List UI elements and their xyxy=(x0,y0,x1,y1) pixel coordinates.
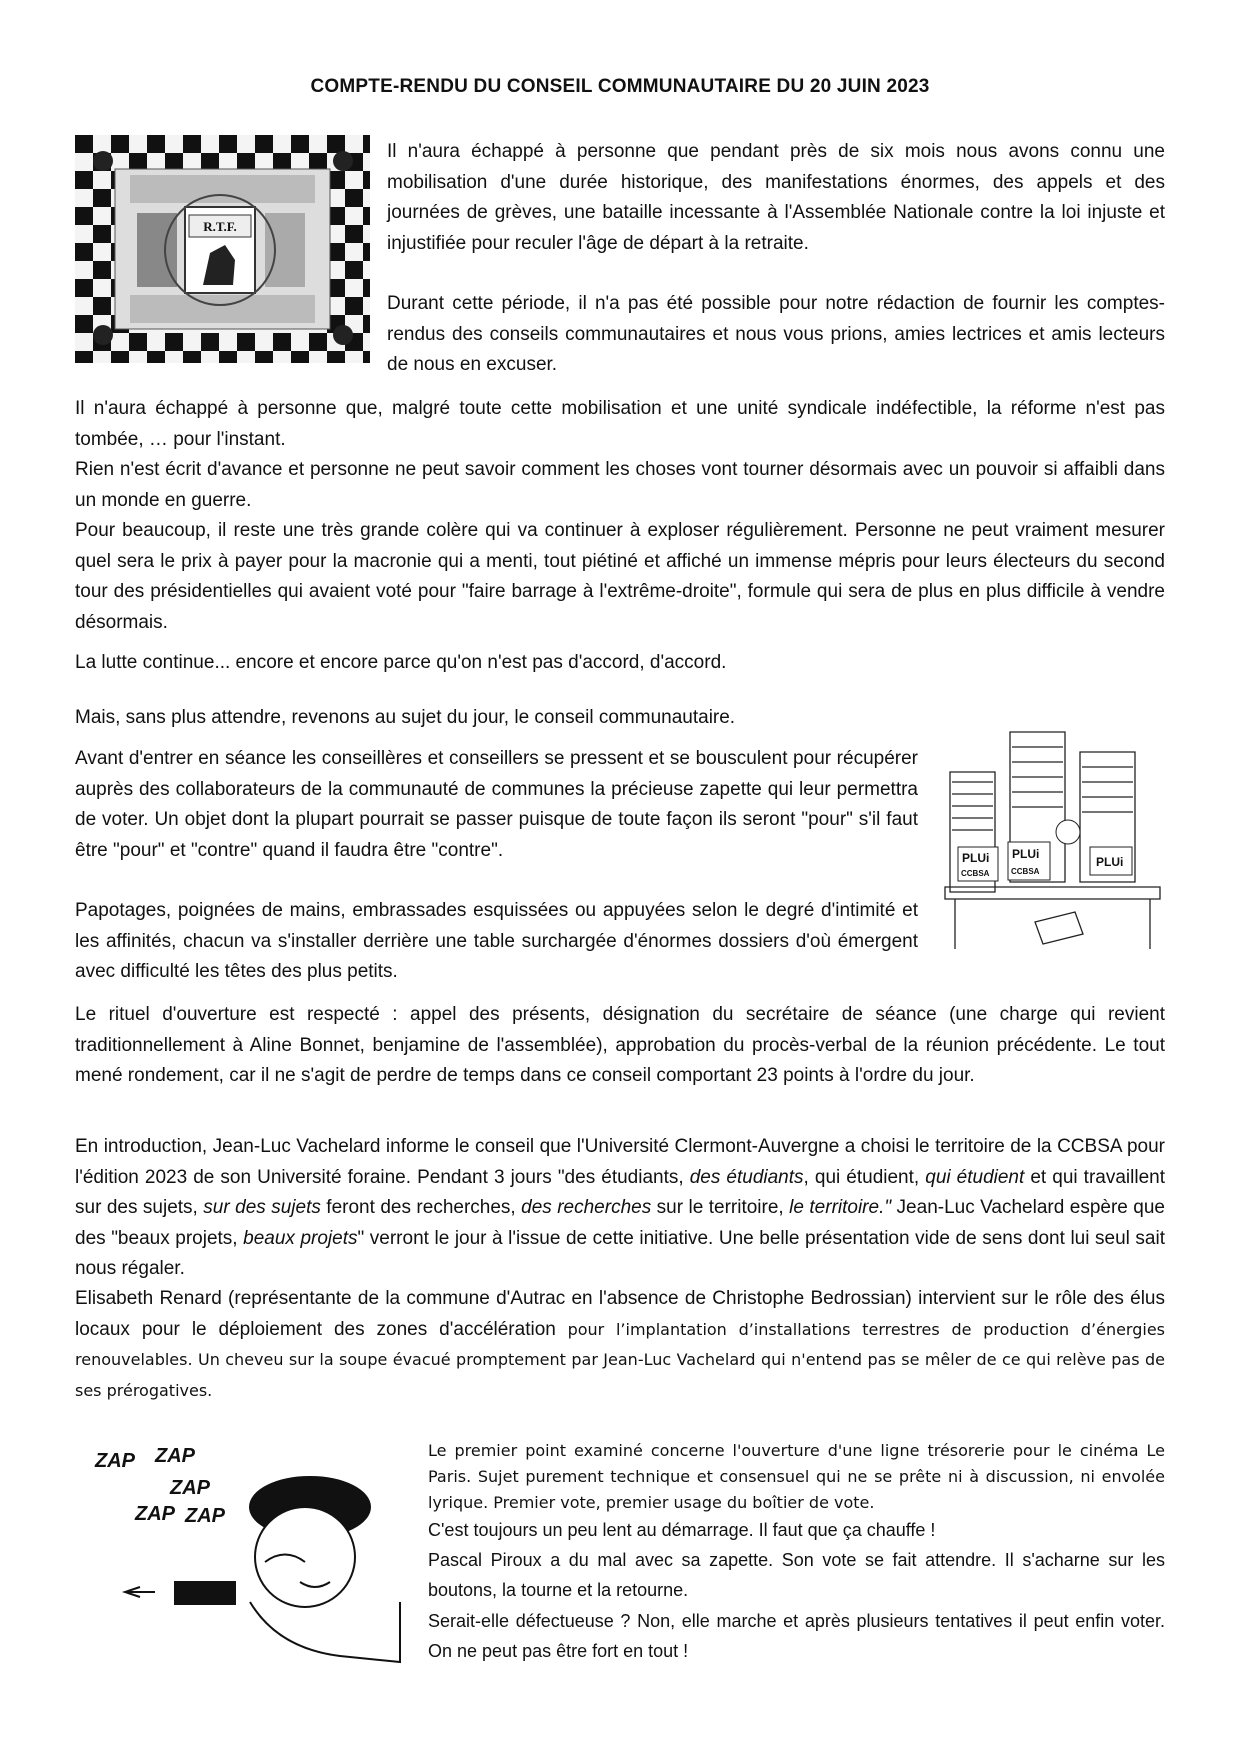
premier-paragraph-2: C'est toujours un peu lent au démarrage. Il faut que ça chauffe ! xyxy=(428,1520,936,1540)
avant-paragraph-2: Papotages, poignées de mains, embrassades esquissées ou appuyées selon le degré d'intimité et les affinités, chacun va s'installer derrière une table surchargée d'énormes dossiers d'où émergent avec difficulté les têtes des plus petits. xyxy=(75,900,918,982)
desk-label-plui-2: PLUi xyxy=(1012,847,1040,861)
section2-paragraph-3: Pour beaucoup, il reste une très grande colère qui va continuer à exploser régulièrement. Personne ne peut vraiment mesurer quel sera le prix à payer pour la macronie qui a menti, tout piétiné et affiché un immense mépris pour leurs électeurs du second tour des présidentielles qui avaient voté pour "faire barrage à l'extrême-droite", formule qui sera de plus en plus difficile à vendre désormais. xyxy=(75,520,1165,633)
intro-paragraph-1: Il n'aura échappé à personne que pendant près de six mois nous avons connu une mobilisation d'une durée historique, des manifestations énormes, des appels et des journées de grèves, une bataille incessante à l'Assemblée Nationale contre la loi injuste et injustifiée pour reculer l'âge de départ à la retraite. xyxy=(387,141,1165,254)
svg-text:ZAP: ZAP xyxy=(135,1503,175,1525)
section2-paragraph-1: Il n'aura échappé à personne que, malgré toute cette mobilisation et une unité syndicale indéfectible, la réforme n'est pas tombée, … pour l'instant. xyxy=(75,398,1165,450)
elisabeth-paragraph: Elisabeth Renard (représentante de la commune d'Autrac en l'absence de Christophe Bedrossian) intervient sur le rôle des élus locaux pour le déploiement des zones d'accélération pour l’implantation d’installations terrestres de production d’énergies renouvelables. Un cheveu sur la soupe évacué promptement par Jean-Luc Vachelard qui n'entend pas se mêler de ce qui relève pas de ses prérogatives. xyxy=(75,1288,1166,1400)
svg-text:ZAP: ZAP xyxy=(185,1505,225,1527)
introduction-paragraph: En introduction, Jean-Luc Vachelard informe le conseil que l'Université Clermont-Auvergne a choisi le territoire de la CCBSA pour l'édition 2023 de son Université foraine. Pendant 3 jours "des étudiants, des étudiants, qui étudient, qui étudient et qui travaillent sur des sujets, sur des sujets feront des recherches, des recherches sur le territoire, le territoire." Jean-Luc Vachelard espère que des "beaux projets, beaux projets" verront le jour à l'issue de cette initiative. Une belle présentation vide de sens dont lui seul sait nous régaler. xyxy=(75,1136,1166,1279)
premier-paragraph-4: Serait-elle défectueuse ? Non, elle marche et après plusieurs tentatives il peut enfin voter. On ne peut pas être fort en tout ! xyxy=(428,1611,1165,1661)
svg-text:ZAP: ZAP xyxy=(95,1450,135,1472)
premier-paragraph-1: Le premier point examiné concerne l'ouverture d'une ligne trésorerie pour le cinéma Le Paris. Sujet purement technique et consensuel qui ne se prête ni à discussion, ni envolée lyrique. Premier vote, premier usage du boîtier de vote. xyxy=(428,1441,1165,1512)
desk-label-ccbsa-2: CCBSA xyxy=(1011,867,1040,876)
svg-text:ZAP: ZAP xyxy=(170,1477,210,1499)
avant-paragraph-1: Avant d'entrer en séance les conseillères et conseillers se pressent et se bousculent pour récupérer auprès des collaborateurs de la communauté de communes la précieuse zapette qui leur permettra de voter. Un objet dont la plupart pourrait se passer puisque de toute façon ils seront "pour" s'il faut être "pour" et "contre" quand il faudra être "contre". xyxy=(75,748,918,861)
desk-cartoon-image xyxy=(940,722,1165,957)
test-card-image xyxy=(75,135,370,363)
desk-label-plui-1: PLUi xyxy=(962,851,990,865)
section2-paragraph-2: Rien n'est écrit d'avance et personne ne peut savoir comment les choses vont tourner désormais avec un pouvoir si affaibli dans un monde en guerre. xyxy=(75,459,1165,511)
desk-label-ccbsa-1: CCBSA xyxy=(961,869,990,878)
lutte-paragraph: La lutte continue... encore et encore parce qu'on n'est pas d'accord, d'accord. xyxy=(75,652,727,673)
test-card-label: R.T.F. xyxy=(203,219,237,234)
rituel-paragraph: Le rituel d'ouverture est respecté : appel des présents, désignation du secrétaire de séance (une charge qui revient traditionnellement à Aline Bonnet, benjamine de l'assemblée), approbation du procès-verbal de la réunion précédente. Le tout mené rondement, car il ne s'agit de perdre de temps dans ce conseil comportant 23 points à l'ordre du jour. xyxy=(75,1004,1165,1086)
desk-label-plui-3: PLUi xyxy=(1096,855,1124,869)
svg-text:ZAP: ZAP xyxy=(155,1445,195,1467)
zap-text: ZAP ZAP ZAP ZAP ZAP xyxy=(90,1442,101,1443)
mais-paragraph: Mais, sans plus attendre, revenons au sujet du jour, le conseil communautaire. xyxy=(75,707,736,728)
zap-cartoon-image xyxy=(90,1442,410,1664)
premier-paragraph-3: Pascal Piroux a du mal avec sa zapette. Son vote se fait attendre. Il s'acharne sur les boutons, la tourne et la retourne. xyxy=(428,1550,1165,1600)
intro-paragraph-2: Durant cette période, il n'a pas été possible pour notre rédaction de fournir les comptes-rendus des conseils communautaires et nous vous prions, amies lectrices et amis lecteurs de nous en excuser. xyxy=(387,293,1165,375)
page-title: COMPTE-RENDU DU CONSEIL COMMUNAUTAIRE DU 20 JUIN 2023 xyxy=(310,76,930,97)
